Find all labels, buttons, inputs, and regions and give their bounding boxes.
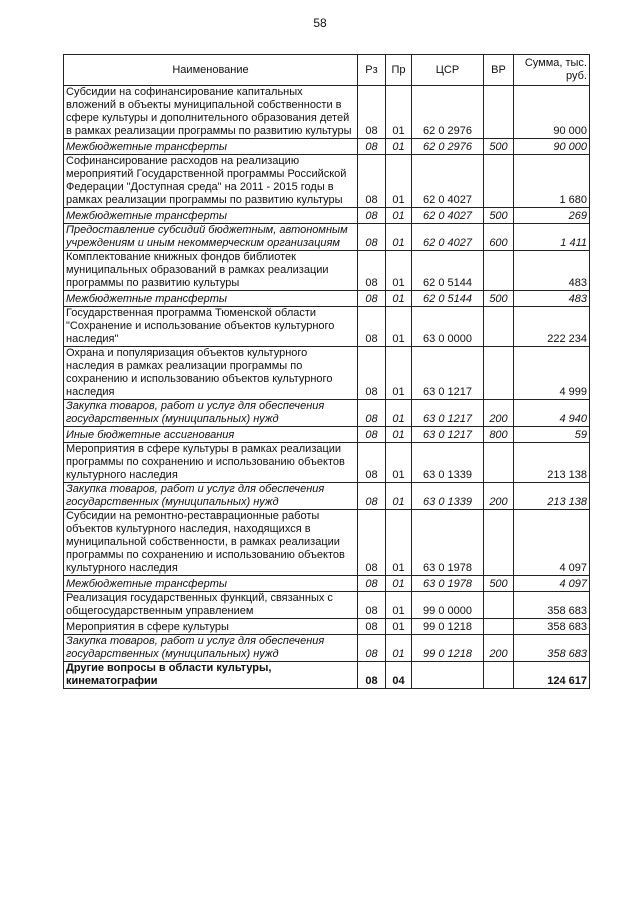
row-vr: 200 — [484, 483, 514, 510]
row-sum: 1 411 — [514, 224, 590, 251]
table-header-row — [64, 55, 590, 86]
row-name: Межбюджетные трансферты — [64, 576, 358, 592]
row-name: Субсидии на ремонтно-реставрационные работы объектов культурного наследия, находящихся в муниципальной собственности, в рамках реализации программы по сохранению и использованию объектов культурного наследия — [64, 510, 358, 576]
table-row — [64, 483, 590, 510]
row-vr — [484, 307, 514, 347]
row-pr: 01 — [386, 86, 412, 139]
row-sum: 90 000 — [514, 139, 590, 155]
table-row — [64, 307, 590, 347]
table-row — [64, 139, 590, 155]
row-csr: 99 0 1218 — [412, 619, 484, 635]
row-sum: 483 — [514, 291, 590, 307]
row-csr: 62 0 2976 — [412, 139, 484, 155]
row-rz: 08 — [358, 483, 386, 510]
row-csr: 63 0 1339 — [412, 443, 484, 483]
row-vr: 800 — [484, 427, 514, 443]
row-pr: 01 — [386, 347, 412, 400]
table-row — [64, 510, 590, 576]
row-csr: 63 0 1217 — [412, 427, 484, 443]
row-rz: 08 — [358, 635, 386, 662]
header-csr: ЦСР — [412, 55, 484, 86]
page-number: 58 — [313, 16, 327, 30]
row-vr: 500 — [484, 208, 514, 224]
row-sum: 213 138 — [514, 483, 590, 510]
table-row — [64, 291, 590, 307]
row-csr: 63 0 1339 — [412, 483, 484, 510]
row-sum: 59 — [514, 427, 590, 443]
row-pr: 04 — [386, 662, 412, 689]
row-pr: 01 — [386, 139, 412, 155]
row-name: Межбюджетные трансферты — [64, 139, 358, 155]
row-name: Закупка товаров, работ и услуг для обеспечения государственных (муниципальных) нужд — [64, 483, 358, 510]
header-rz: Рз — [358, 55, 386, 86]
row-rz: 08 — [358, 347, 386, 400]
row-csr: 63 0 1217 — [412, 400, 484, 427]
row-name: Мероприятия в сфере культуры — [64, 619, 358, 635]
row-sum: 4 097 — [514, 576, 590, 592]
row-sum: 90 000 — [514, 86, 590, 139]
row-sum: 222 234 — [514, 307, 590, 347]
row-pr: 01 — [386, 443, 412, 483]
row-csr: 99 0 1218 — [412, 635, 484, 662]
row-pr: 01 — [386, 224, 412, 251]
row-vr — [484, 592, 514, 619]
row-name: Другие вопросы в области культуры, кинематографии — [64, 662, 358, 689]
row-vr: 500 — [484, 576, 514, 592]
table-row — [64, 224, 590, 251]
table-row — [64, 635, 590, 662]
row-pr: 01 — [386, 635, 412, 662]
row-sum: 1 680 — [514, 155, 590, 208]
row-name: Межбюджетные трансферты — [64, 208, 358, 224]
row-sum: 483 — [514, 251, 590, 291]
table-row — [64, 592, 590, 619]
row-pr: 01 — [386, 400, 412, 427]
row-vr: 200 — [484, 400, 514, 427]
row-pr: 01 — [386, 291, 412, 307]
row-csr: 62 0 4027 — [412, 224, 484, 251]
row-pr: 01 — [386, 576, 412, 592]
row-rz: 08 — [358, 443, 386, 483]
row-name: Закупка товаров, работ и услуг для обеспечения государственных (муниципальных) нужд — [64, 400, 358, 427]
table-row — [64, 427, 590, 443]
row-name: Реализация государственных функций, связанных с общегосударственным управлением — [64, 592, 358, 619]
table-row — [64, 619, 590, 635]
header-sum: Сумма, тыс. руб. — [514, 55, 590, 86]
row-csr: 62 0 5144 — [412, 251, 484, 291]
row-vr — [484, 347, 514, 400]
row-vr — [484, 510, 514, 576]
row-vr: 600 — [484, 224, 514, 251]
table-row — [64, 208, 590, 224]
row-rz: 08 — [358, 139, 386, 155]
row-rz: 08 — [358, 251, 386, 291]
row-vr — [484, 619, 514, 635]
row-pr: 01 — [386, 483, 412, 510]
table-row — [64, 86, 590, 139]
row-csr: 62 0 5144 — [412, 291, 484, 307]
row-rz: 08 — [358, 291, 386, 307]
row-vr: 200 — [484, 635, 514, 662]
table-row — [64, 400, 590, 427]
row-sum: 358 683 — [514, 635, 590, 662]
row-rz: 08 — [358, 307, 386, 347]
table-row — [64, 155, 590, 208]
row-name: Иные бюджетные ассигнования — [64, 427, 358, 443]
row-rz: 08 — [358, 155, 386, 208]
row-rz: 08 — [358, 427, 386, 443]
row-sum: 358 683 — [514, 619, 590, 635]
row-rz: 08 — [358, 592, 386, 619]
row-name: Охрана и популяризация объектов культурного наследия в рамках реализации программы по сохранению и использованию объектов культурного наследия — [64, 347, 358, 400]
row-name: Межбюджетные трансферты — [64, 291, 358, 307]
row-vr — [484, 251, 514, 291]
row-csr: 63 0 1978 — [412, 576, 484, 592]
row-name: Софинансирование расходов на реализацию мероприятий Государственной программы Российской Федерации "Доступная среда" на 2011 - 2015 годы в рамках реализации программы по развитию культуры — [64, 155, 358, 208]
row-sum: 358 683 — [514, 592, 590, 619]
budget-table — [63, 54, 590, 689]
row-csr — [412, 662, 484, 689]
row-pr: 01 — [386, 510, 412, 576]
header-pr: Пр — [386, 55, 412, 86]
row-sum: 4 999 — [514, 347, 590, 400]
table-row — [64, 443, 590, 483]
row-rz: 08 — [358, 619, 386, 635]
row-name: Комплектование книжных фондов библиотек муниципальных образований в рамках реализации программы по развитию культуры — [64, 251, 358, 291]
row-sum: 4 940 — [514, 400, 590, 427]
row-sum: 269 — [514, 208, 590, 224]
row-rz: 08 — [358, 510, 386, 576]
row-pr: 01 — [386, 208, 412, 224]
row-vr — [484, 443, 514, 483]
row-pr: 01 — [386, 307, 412, 347]
row-rz: 08 — [358, 224, 386, 251]
row-vr — [484, 662, 514, 689]
row-sum: 213 138 — [514, 443, 590, 483]
row-pr: 01 — [386, 155, 412, 208]
row-vr: 500 — [484, 139, 514, 155]
row-name: Мероприятия в сфере культуры в рамках реализации программы по сохранению и использованию объектов культурного наследия — [64, 443, 358, 483]
row-csr: 63 0 0000 — [412, 307, 484, 347]
row-csr: 63 0 1978 — [412, 510, 484, 576]
row-pr: 01 — [386, 619, 412, 635]
table-row — [64, 251, 590, 291]
row-csr: 63 0 1217 — [412, 347, 484, 400]
row-rz: 08 — [358, 662, 386, 689]
header-name: Наименование — [64, 55, 358, 86]
row-vr: 500 — [484, 291, 514, 307]
row-sum: 4 097 — [514, 510, 590, 576]
table-row — [64, 576, 590, 592]
row-pr: 01 — [386, 251, 412, 291]
header-vr: ВР — [484, 55, 514, 86]
row-vr — [484, 155, 514, 208]
row-name: Государственная программа Тюменской области "Сохранение и использование объектов культурного наследия" — [64, 307, 358, 347]
row-name: Предоставление субсидий бюджетным, автономным учреждениям и иным некоммерческим организациям — [64, 224, 358, 251]
row-csr: 99 0 0000 — [412, 592, 484, 619]
row-rz: 08 — [358, 86, 386, 139]
row-pr: 01 — [386, 592, 412, 619]
table-row — [64, 662, 590, 689]
row-sum: 124 617 — [514, 662, 590, 689]
row-rz: 08 — [358, 576, 386, 592]
row-vr — [484, 86, 514, 139]
row-csr: 62 0 4027 — [412, 208, 484, 224]
row-rz: 08 — [358, 208, 386, 224]
row-name: Закупка товаров, работ и услуг для обеспечения государственных (муниципальных) нужд — [64, 635, 358, 662]
row-pr: 01 — [386, 427, 412, 443]
table-row — [64, 347, 590, 400]
row-csr: 62 0 4027 — [412, 155, 484, 208]
row-csr: 62 0 2976 — [412, 86, 484, 139]
row-rz: 08 — [358, 400, 386, 427]
row-name: Субсидии на софинансирование капитальных вложений в объекты муниципальной собственности в сфере культуры и дополнительного образования детей в рамках реализации программы по развитию культуры — [64, 86, 358, 139]
